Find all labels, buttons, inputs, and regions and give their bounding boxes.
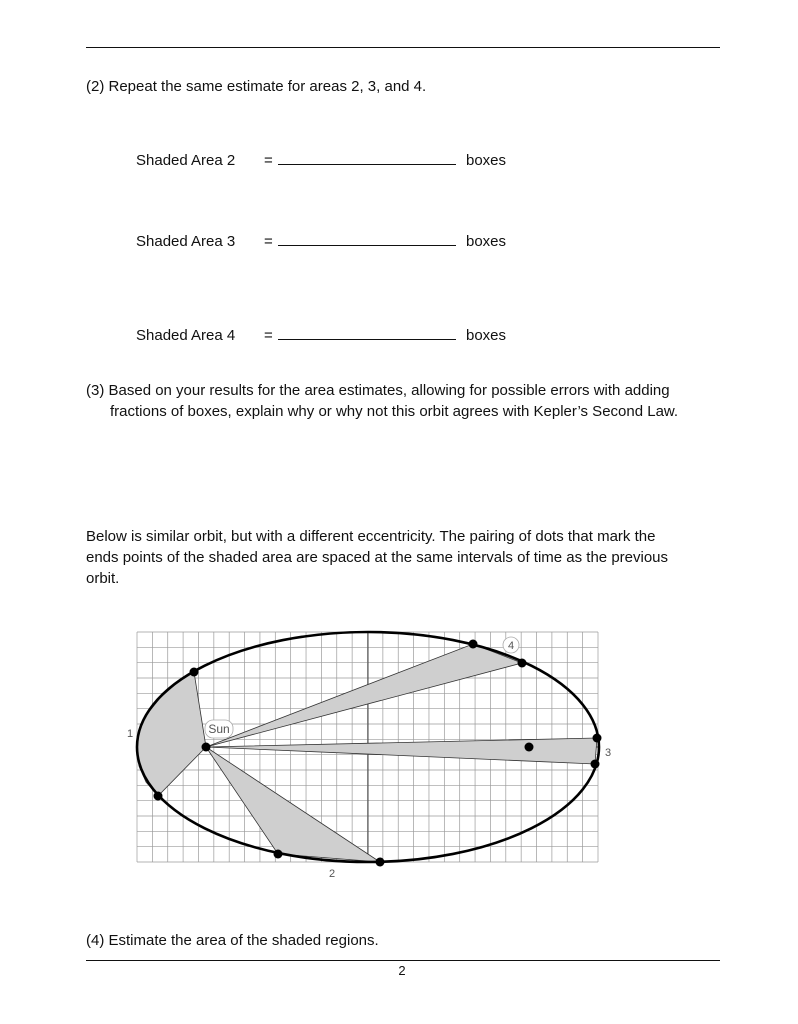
intro-line-1: Below is similar orbit, but with a different eccentricity. The pairing of dots that mark the	[86, 528, 656, 545]
area-label-2: 2	[328, 868, 336, 880]
orbit-dot	[190, 668, 199, 677]
answer-blank-area-2[interactable]	[278, 150, 456, 165]
intro-line-2: ends points of the shaded area are spaced at the same intervals of time as the previous	[86, 549, 669, 566]
shaded-area-2	[206, 747, 380, 862]
orbit-dot	[518, 659, 527, 668]
unit-label: boxes	[466, 233, 507, 250]
area-row-4	[136, 325, 506, 344]
q3-prompt	[86, 380, 726, 422]
orbit-dot	[591, 760, 600, 769]
sun-label: Sun	[208, 722, 230, 736]
area-row-3	[136, 231, 506, 250]
q2-prompt: (2) Repeat the same estimate for areas 2, 3, and 4.	[86, 78, 427, 95]
orbit-figure	[120, 628, 620, 880]
focus-dot	[525, 743, 534, 752]
shaded-area-3	[206, 738, 597, 764]
q4-prompt: (4) Estimate the area of the shaded regions.	[86, 932, 379, 949]
sun-dot	[202, 743, 211, 752]
orbit-dot	[376, 858, 385, 867]
orbit-dot	[593, 734, 602, 743]
shaded-area-4	[206, 644, 522, 747]
page-number: 2	[398, 963, 406, 978]
area-label-1: 1	[126, 728, 134, 740]
orbit-dot	[154, 792, 163, 801]
area-label-3: 3	[604, 747, 612, 759]
orbit-dot	[274, 850, 283, 859]
shaded-area-1	[137, 672, 206, 796]
area-label: Shaded Area 4	[136, 327, 236, 344]
q3-line-2: fractions of boxes, explain why or why not this orbit agrees with Kepler’s Second Law.	[110, 403, 679, 420]
area-label: Shaded Area 2	[136, 152, 236, 169]
bottom-rule	[86, 960, 720, 961]
unit-label: boxes	[466, 327, 507, 344]
unit-label: boxes	[466, 152, 507, 169]
equals-sign: =	[264, 327, 273, 344]
q3-line-1: (3) Based on your results for the area estimates, allowing for possible errors with adding	[86, 382, 670, 399]
equals-sign: =	[264, 152, 273, 169]
area-row-2	[136, 150, 506, 169]
top-rule	[86, 47, 720, 48]
intro-line-3: orbit.	[86, 570, 120, 587]
area-label-4: 4	[507, 640, 515, 652]
answer-blank-area-4[interactable]	[278, 325, 456, 340]
area-label: Shaded Area 3	[136, 233, 236, 250]
orbit-dot	[469, 640, 478, 649]
answer-blank-area-3[interactable]	[278, 231, 456, 246]
equals-sign: =	[264, 233, 273, 250]
